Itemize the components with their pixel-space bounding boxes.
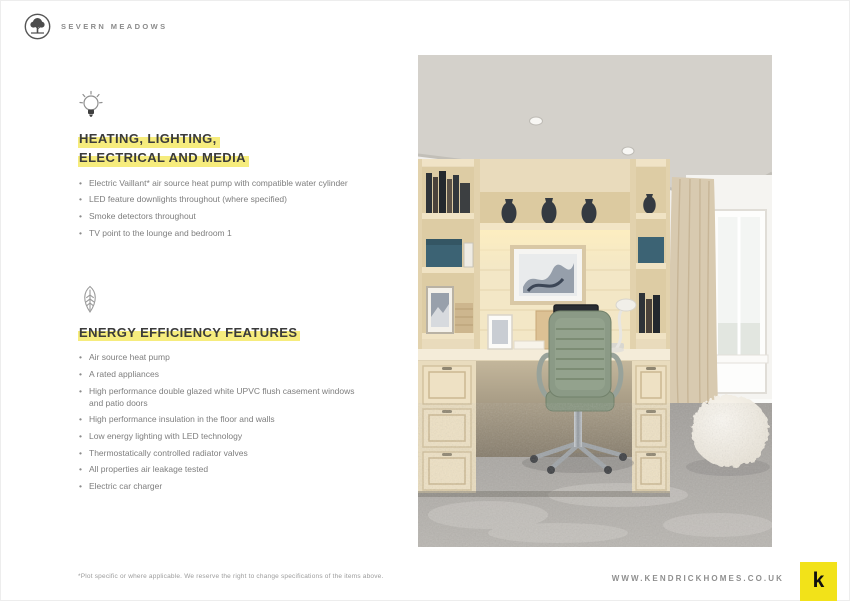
list-item: • Low energy lighting with LED technology (78, 431, 360, 443)
list-item: • LED feature downlights throughout (where specified) (78, 194, 360, 206)
title-line: ENERGY EFFICIENCY FEATURES (78, 324, 300, 343)
carpet-texture (418, 403, 772, 547)
website-url: WWW.KENDRICKHOMES.CO.UK (611, 574, 784, 583)
list-item: • Electric car charger (78, 481, 360, 493)
window-sill (710, 355, 768, 363)
energy-feature-list (78, 352, 360, 492)
kendrick-logo (800, 562, 837, 601)
section-title-energy (78, 324, 390, 343)
brand-header (24, 13, 168, 40)
curtain (669, 177, 718, 405)
list-item: • Smoke detectors throughout (78, 211, 360, 223)
list-item: • High performance double glazed white UPVC flush casement windows and patio doors (78, 386, 360, 409)
tree-emblem-icon (24, 13, 51, 40)
footnote: *Plot specific or where applicable. We reserve the right to change specifications of the items above. (78, 573, 384, 580)
lightbulb-icon (78, 90, 104, 122)
downlight (530, 117, 543, 125)
spec-column (78, 90, 390, 498)
list-item: • TV point to the lounge and bedroom 1 (78, 228, 360, 240)
list-item: • Electric Vaillant* air source heat pump with compatible water cylinder (78, 178, 360, 190)
heating-feature-list (78, 178, 360, 240)
kendrick-logo-letter: k (812, 569, 825, 592)
list-item: • All properties air leakage tested (78, 464, 360, 476)
downlight (622, 147, 634, 155)
list-item: • A rated appliances (78, 369, 360, 381)
paper-stack (514, 341, 544, 349)
title-line: HEATING, LIGHTING, (78, 130, 220, 149)
energy-section (78, 284, 390, 493)
brand-name: SEVERN MEADOWS (61, 22, 168, 31)
section-title-heating (78, 130, 390, 168)
list-item: • High performance insulation in the floor and walls (78, 414, 360, 426)
list-item: • Thermostatically controlled radiator valves (78, 448, 360, 460)
list-item: • Air source heat pump (78, 352, 360, 364)
title-line: ELECTRICAL AND MEDIA (78, 149, 249, 168)
interior-photo (418, 55, 772, 547)
teal-storage-box (638, 237, 664, 263)
framed-art (510, 245, 586, 305)
leaf-icon (78, 284, 102, 316)
